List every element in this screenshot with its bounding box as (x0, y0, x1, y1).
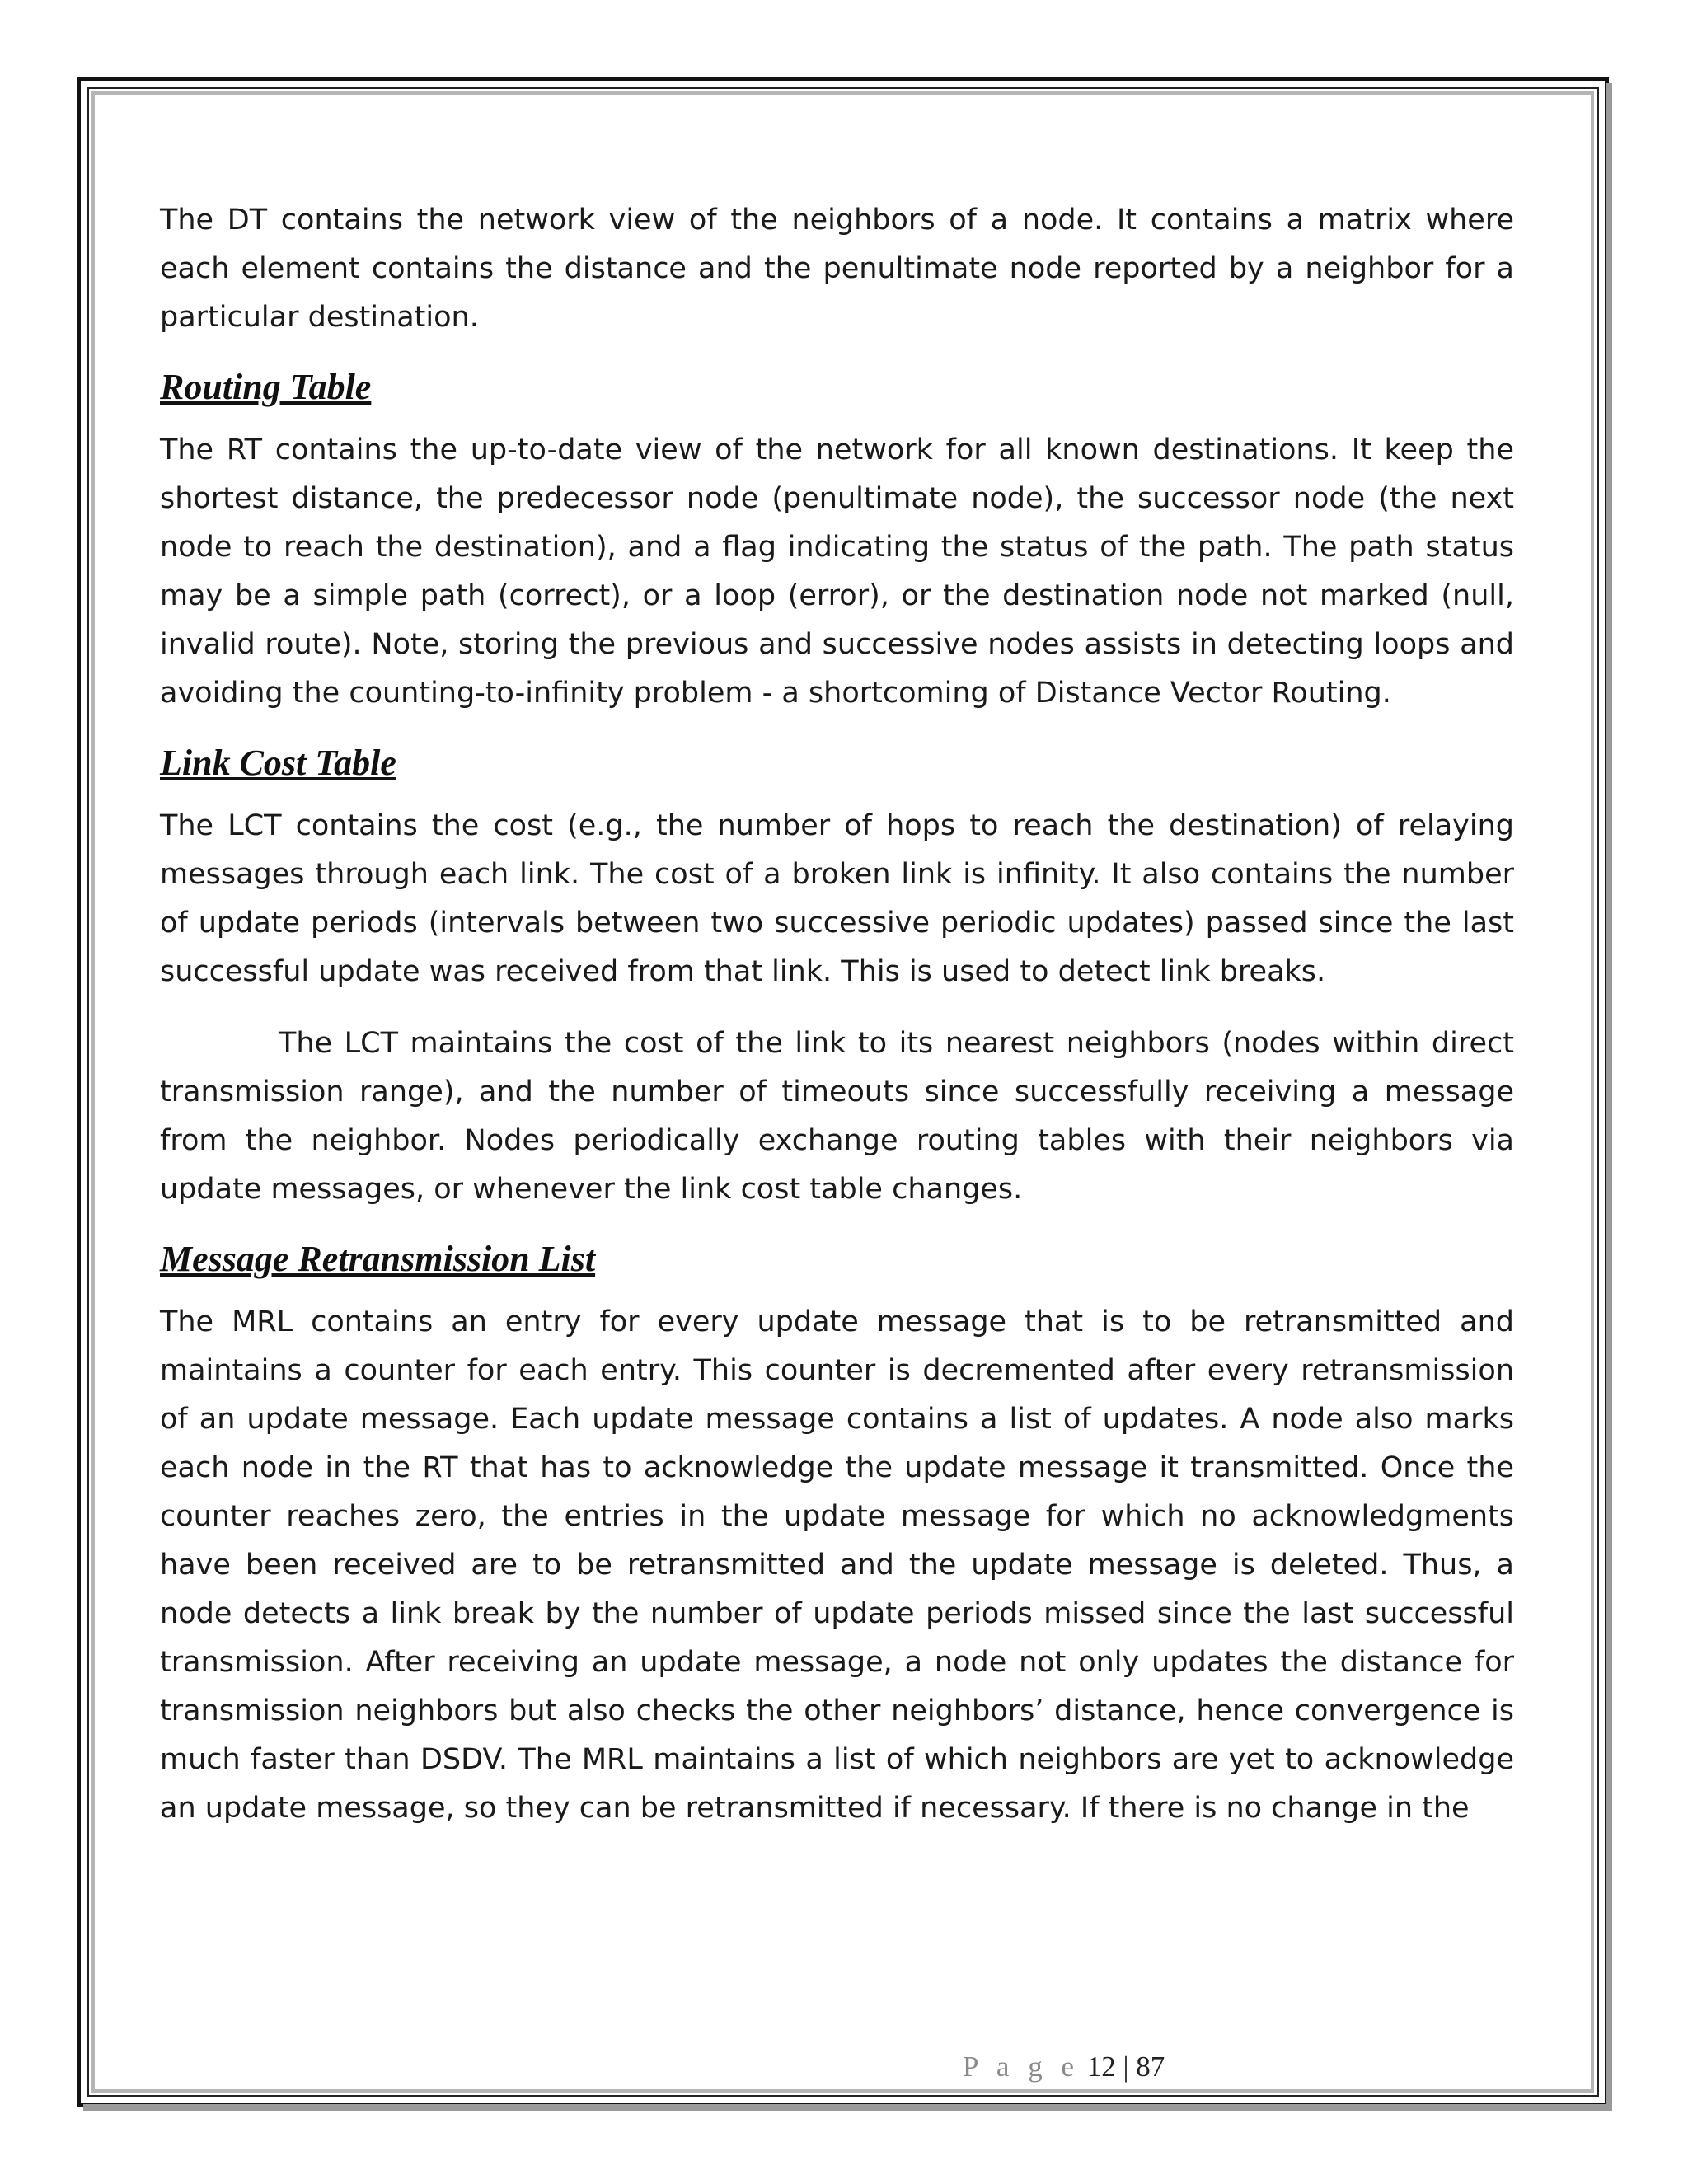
paragraph-message-retransmission-list: The MRL contains an entry for every update message that is to be retransmitted and maintains a counter for each entry. This counter is decremented after every retransmission of an update message. Each update message contains a list of updates. A node also marks each node in the RT that has to acknowledge the update message it transmitted. Once the counter reaches zero, the entries in the update message for which no acknowledgments have been received are to be retransmitted and the update message is deleted. Thus, a node detects a link break by the number of update periods missed since the last successful transmission. After receiving an update message, a node not only updates the distance for transmission neighbors but also checks the other neighbors’ distance, hence convergence is much faster than DSDV. The MRL maintains a list of which neighbors are yet to acknowledge an update message, so they can be retransmitted if necessary. If there is no change in the (160, 1305, 1514, 1825)
paragraph-dt-intro: The DT contains the network view of the neighbors of a node. It contains a matrix where each element contains the distance and the penultimate node reported by a neighbor for a particular destination. (160, 204, 1514, 334)
heading-link-cost-table: Link Cost Table (160, 743, 396, 783)
paragraph-link-cost-table-1: The LCT contains the cost (e.g., the number of hops to reach the destination) of relaying messages through each link. The cost of a broken link is infinity. It also contains the number of update periods (intervals between two successive periodic updates) passed since the last successful update was received from that link. This is used to detect link breaks. (160, 809, 1514, 988)
page-label: P a g e (963, 2050, 1080, 2083)
heading-message-retransmission-list: Message Retransmission List (160, 1239, 596, 1279)
page-content (160, 196, 1514, 1833)
page-number: 12 | 87 (1086, 2050, 1165, 2083)
page-footer (963, 2050, 1165, 2083)
paragraph-routing-table: The RT contains the up-to-date view of the network for all known destinations. It keep the shortest distance, the predecessor node (penultimate node), the successor node (the next node to reach the destination), and a flag indicating the status of the path. The path status may be a simple path (correct), or a loop (error), or the destination node not marked (null, invalid route). Note, storing the previous and successive nodes assists in detecting loops and avoiding the counting-to-infinity problem - a shortcoming of Distance Vector Routing. (160, 434, 1514, 710)
heading-routing-table: Routing Table (160, 367, 372, 407)
paragraph-link-cost-table-2: The LCT maintains the cost of the link to its nearest neighbors (nodes within direct transmission range), and the number of timeouts since successfully receiving a message from the neighbor. Nodes periodically exchange routing tables with their neighbors via update messages, or whenever the link cost table changes. (160, 1027, 1514, 1206)
